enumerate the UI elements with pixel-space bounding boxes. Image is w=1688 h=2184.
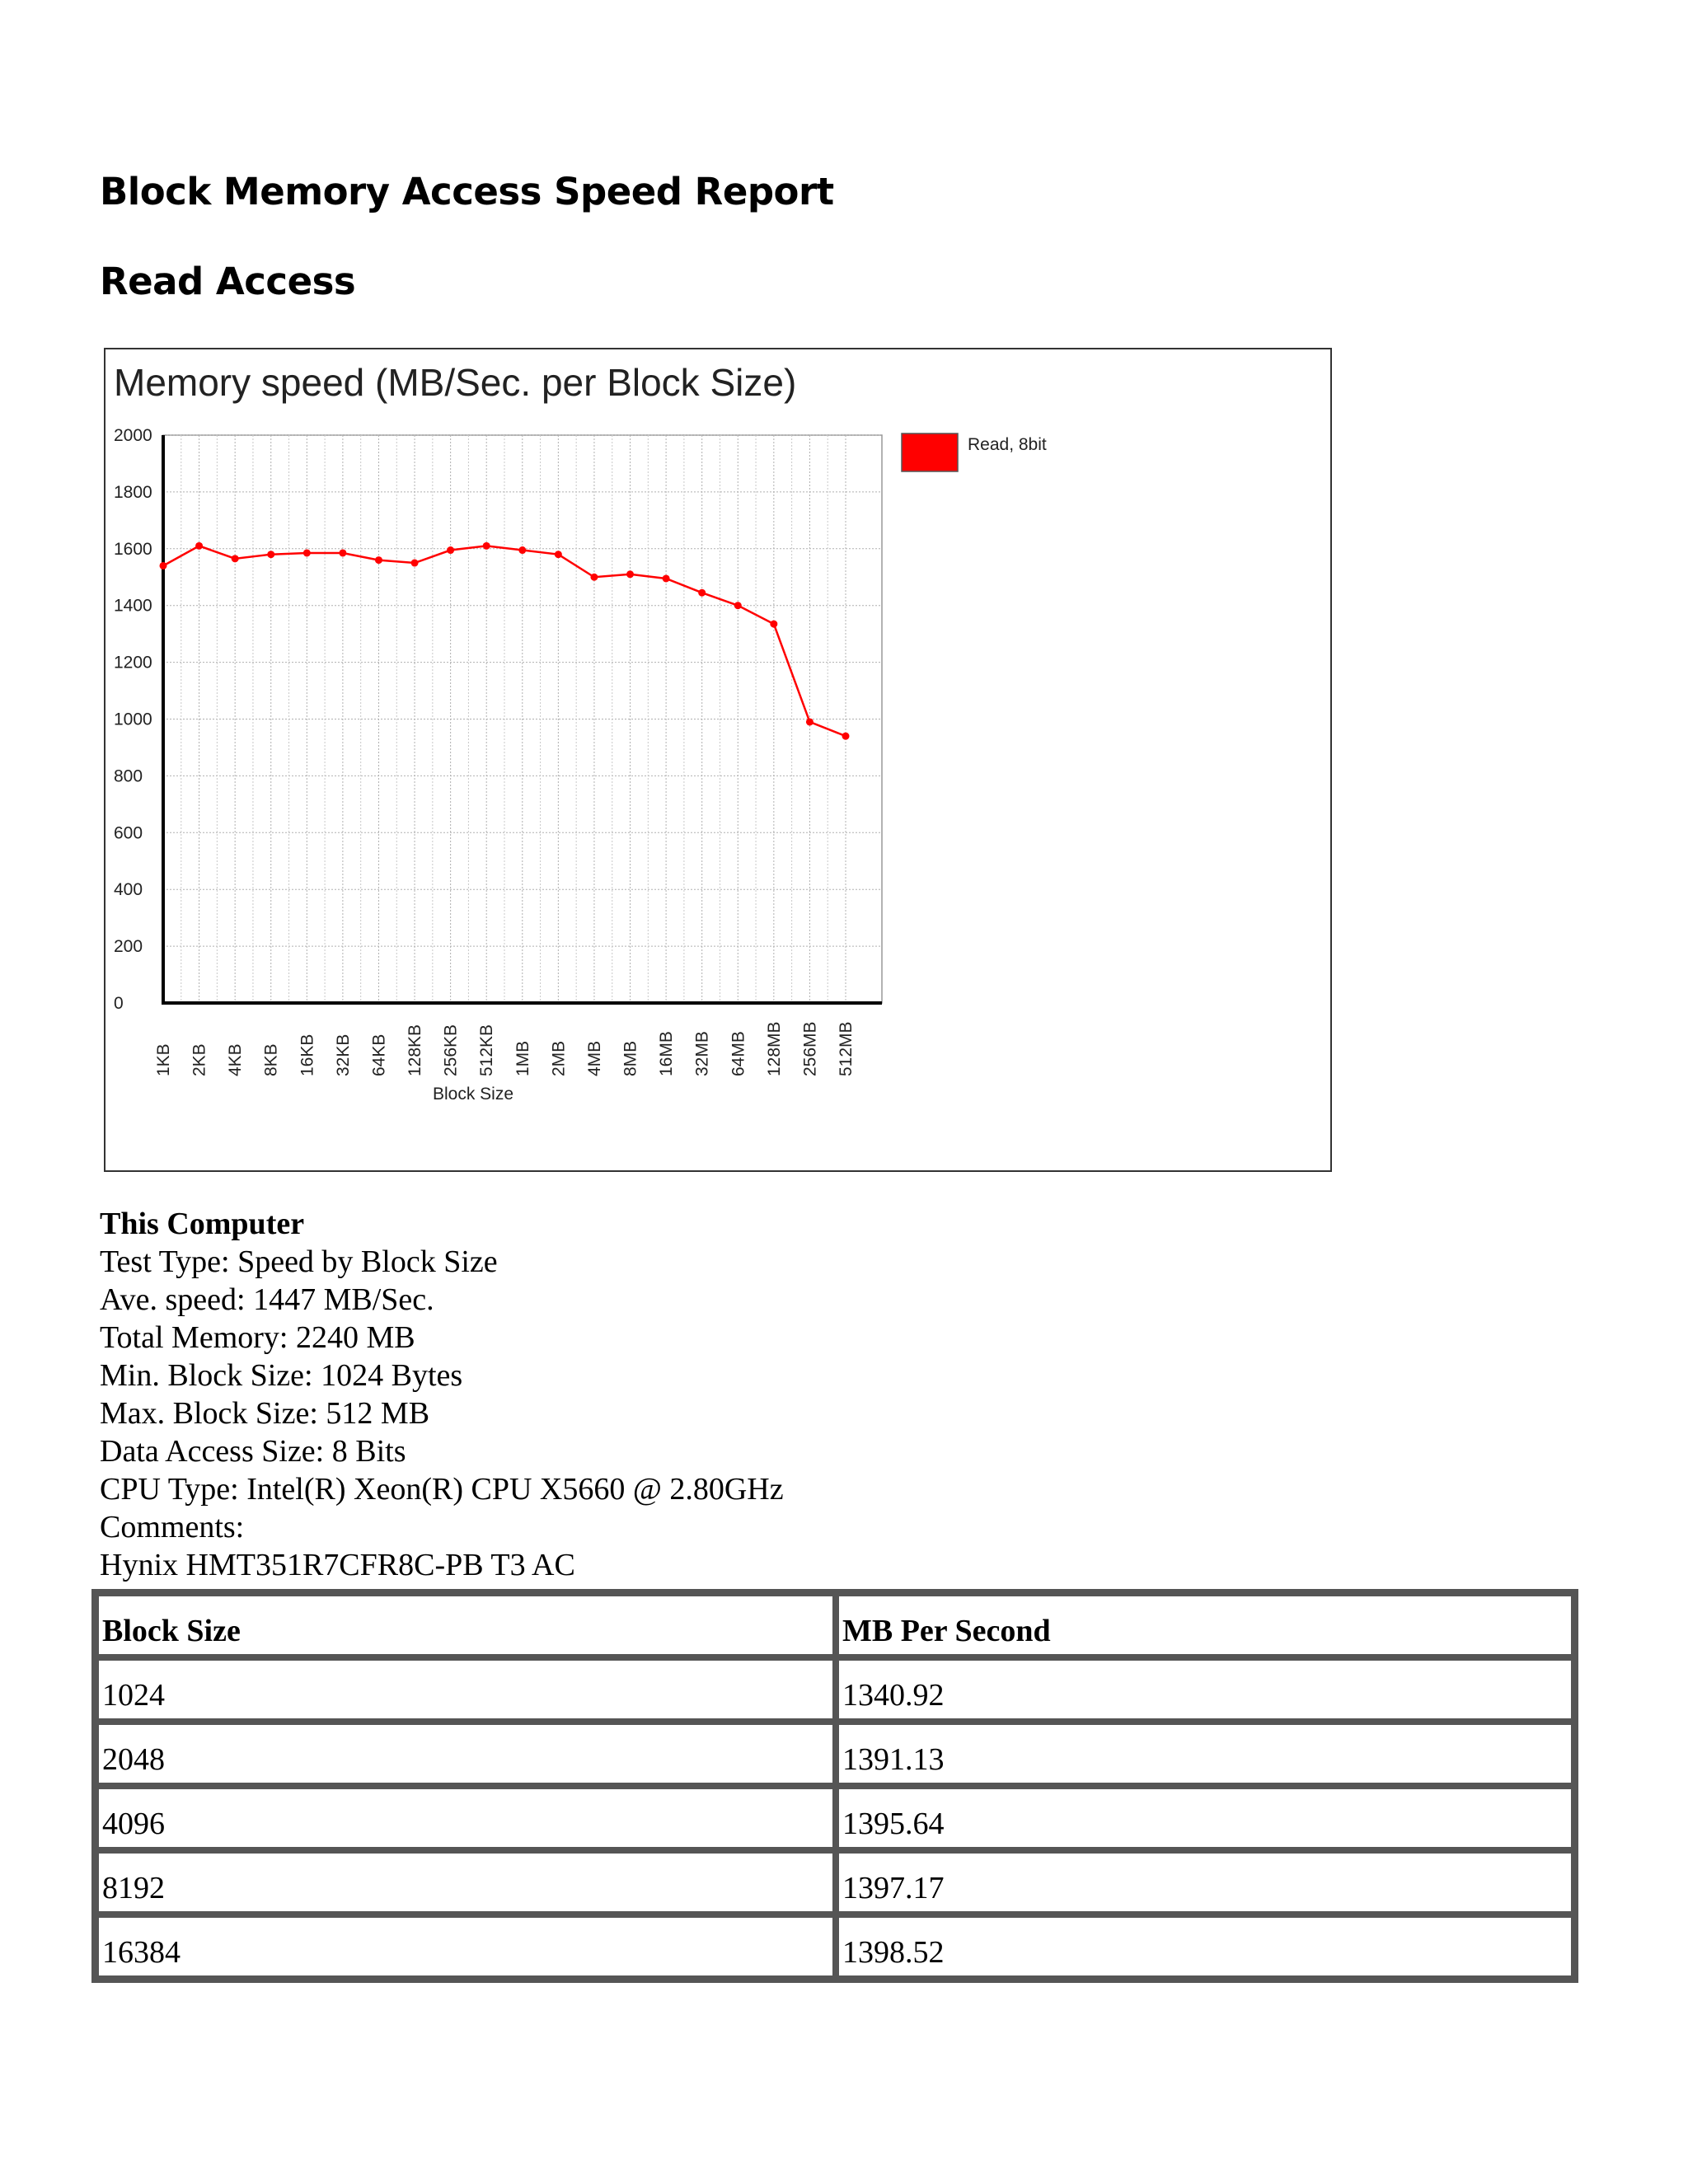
info-data-access: Data Access Size: 8 Bits [100,1434,406,1469]
info-heading: This Computer [100,1207,305,1241]
table-header-row [96,1593,1574,1657]
info-min-block: Min. Block Size: 1024 Bytes [100,1358,463,1393]
data-point [339,549,346,556]
data-point [698,589,706,597]
chart-grid [163,435,882,1003]
x-tick-label: 8KB [261,1043,281,1076]
report-title: Block Memory Access Speed Report [100,170,834,213]
info-total-memory: Total Memory: 2240 MB [100,1320,415,1355]
chart-legend [902,434,1047,471]
data-point [447,546,454,554]
x-tick-label: 256KB [441,1024,461,1076]
table-row [96,1850,1574,1915]
y-tick-label: 1800 [114,482,152,502]
cell-block-size: 2048 [96,1722,836,1786]
cell-block-size: 16384 [96,1915,836,1979]
y-tick-label: 400 [114,880,143,900]
y-tick-label: 800 [114,766,143,786]
cell-mb-per-second: 1398.52 [836,1915,1574,1979]
table-row [96,1657,1574,1722]
data-point [267,551,274,558]
cell-block-size: 4096 [96,1786,836,1850]
x-tick-label: 128KB [406,1024,425,1076]
y-axis-ticks [114,426,152,1013]
header-mb-per-second: MB Per Second [836,1593,1574,1657]
y-tick-label: 1400 [114,596,152,616]
cell-mb-per-second: 1397.17 [836,1850,1574,1915]
y-tick-label: 600 [114,823,143,843]
results-table [91,1589,1578,1983]
x-tick-label: 8MB [621,1040,640,1076]
data-point [770,621,777,628]
x-tick-label: 32MB [692,1031,712,1076]
data-point [483,542,490,550]
y-tick-label: 0 [114,994,124,1013]
x-tick-label: 4KB [226,1043,246,1076]
data-point [518,546,526,554]
data-point [232,555,239,562]
data-point [734,602,742,609]
data-point [555,551,562,558]
legend-swatch [902,434,958,471]
table-row [96,1786,1574,1850]
x-tick-label: 2KB [190,1043,209,1076]
y-tick-label: 1200 [114,653,152,673]
x-tick-label: 16MB [657,1031,677,1076]
cell-mb-per-second: 1395.64 [836,1786,1574,1850]
section-title: Read Access [100,260,356,303]
data-point [303,549,311,556]
x-tick-label: 64MB [729,1031,748,1076]
x-tick-label: 512KB [477,1024,497,1076]
data-point [160,562,167,569]
computer-info [100,1205,784,1584]
info-max-block: Max. Block Size: 512 MB [100,1396,430,1431]
data-point [590,574,598,581]
data-point [411,560,419,567]
table-row [96,1722,1574,1786]
cell-block-size: 8192 [96,1850,836,1915]
data-point [806,718,814,725]
data-point [375,556,382,564]
info-test-type: Test Type: Speed by Block Size [100,1244,498,1279]
x-tick-label: 4MB [584,1040,604,1076]
legend-label: Read, 8bit [968,435,1047,454]
x-axis-label: Block Size [432,1085,514,1104]
x-tick-label: 512MB [837,1021,856,1076]
y-tick-label: 1000 [114,710,152,729]
memory-speed-chart [106,349,1330,1170]
data-point [663,574,670,582]
x-tick-label: 1KB [154,1043,173,1076]
info-comments-label: Comments: [100,1510,245,1544]
info-ave-speed: Ave. speed: 1447 MB/Sec. [100,1282,434,1317]
header-block-size: Block Size [96,1593,836,1657]
x-tick-label: 16KB [298,1033,317,1076]
x-tick-label: 32KB [333,1033,353,1076]
cell-mb-per-second: 1340.92 [836,1657,1574,1722]
data-point [195,542,203,550]
y-tick-label: 1600 [114,539,152,559]
table-row [96,1915,1574,1979]
chart-title: Memory speed (MB/Sec. per Block Size) [114,361,797,404]
x-tick-label: 64KB [369,1033,389,1076]
y-tick-label: 2000 [114,426,152,445]
x-tick-label: 1MB [513,1040,532,1076]
data-point [842,733,850,740]
cell-mb-per-second: 1391.13 [836,1722,1574,1786]
chart-frame [104,348,1332,1172]
cell-block-size: 1024 [96,1657,836,1722]
info-comments-value: Hynix HMT351R7CFR8C-PB T3 AC [100,1548,575,1582]
y-tick-label: 200 [114,937,143,957]
x-tick-label: 2MB [549,1040,569,1076]
data-point [626,570,634,578]
x-axis-ticks [154,1021,856,1076]
info-cpu-type: CPU Type: Intel(R) Xeon(R) CPU X5660 @ 2.80GHz [100,1472,784,1507]
x-tick-label: 256MB [800,1021,820,1076]
x-tick-label: 128MB [764,1021,784,1076]
